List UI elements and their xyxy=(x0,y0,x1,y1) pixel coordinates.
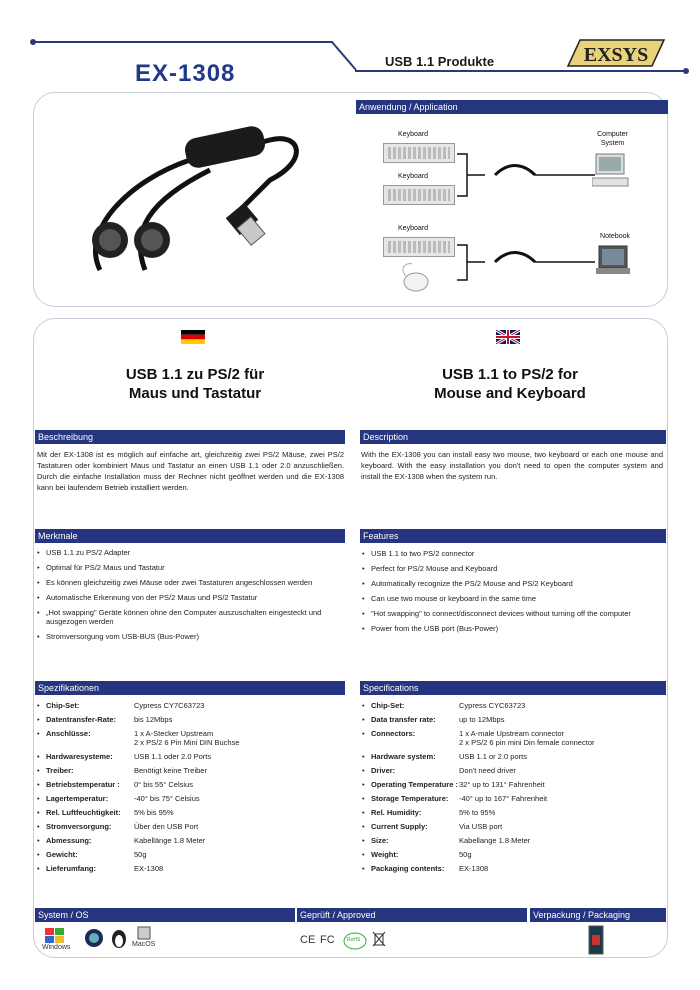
linux-logo-icon xyxy=(110,928,128,948)
list-item: • Perfect for PS/2 Mouse and Keyboard xyxy=(361,564,666,573)
windows-label: Windows xyxy=(42,944,71,951)
spec-row: • Anschlüsse: 1 x A-Stecker Upstream 2 x PS/2 6 Pin Mini DIN Buchse xyxy=(36,729,346,747)
features-heading-en: Features xyxy=(360,529,666,543)
application-heading: Anwendung / Application xyxy=(356,100,668,114)
system-os-heading: System / OS xyxy=(35,908,295,922)
features-list-en xyxy=(361,549,666,639)
ce-mark: CE xyxy=(300,934,316,946)
specs-table-de xyxy=(36,701,346,878)
product-code: EX-1308 xyxy=(135,60,236,87)
description-text-de: Mit der EX-1308 ist es möglich auf einfache art, gleichzeitig zwei PS/2 Mäuse, zwei PS/2 Tastaturen oder kombiniert Maus und Tastatur an einen USB 1.1 oder 2.0 anzuschließen. Durch die einfache Installation muss der Rechner nicht geöffnet werden und die EX-1308 kann bei laufendem Betrieb installiert werden. xyxy=(37,450,344,492)
diagram-label-keyboard-1: Keyboard xyxy=(398,131,428,138)
spec-row: • Datentransfer-Rate: bis 12Mbps xyxy=(36,715,346,724)
packaging-image xyxy=(588,925,604,955)
diagram-label-computer: Computer System xyxy=(597,131,628,147)
header-line-dot-right xyxy=(683,68,689,74)
spec-row: • Chip-Set: Cypress CY7C63723 xyxy=(36,701,346,710)
spec-row: • Stromversorgung: Über den USB Port xyxy=(36,822,346,831)
exsys-logo xyxy=(560,36,670,74)
spec-row: • Lagertemperatur: -40° bis 75° Celsius xyxy=(36,794,346,803)
spec-row: • Treiber: Benötigt keine Treiber xyxy=(36,766,346,775)
diagram-label-keyboard-2: Keyboard xyxy=(398,173,428,180)
specs-heading-de: Spezifikationen xyxy=(35,681,345,695)
keyboard-image-3 xyxy=(383,237,455,257)
spec-row: • Packaging contents: EX-1308 xyxy=(361,864,666,873)
spec-row: • Betriebstemperatur : 0° bis 55° Celsius xyxy=(36,780,346,789)
specs-table-en xyxy=(361,701,666,878)
list-item: • USB 1.1 zu PS/2 Adapter xyxy=(36,548,346,557)
windows-logo-icon xyxy=(45,928,65,944)
list-item: • Stromversorgung vom USB-BUS (Bus-Power) xyxy=(36,632,346,641)
uk-flag-icon xyxy=(496,330,520,344)
list-item: • USB 1.1 to two PS/2 connector xyxy=(361,549,666,558)
list-item: • Optimal für PS/2 Maus und Tastatur xyxy=(36,563,346,572)
features-list-de xyxy=(36,548,346,647)
description-heading-en: Description xyxy=(360,430,666,444)
vista-logo-icon xyxy=(84,928,104,948)
spec-row: • Hardware system: USB 1.1 or 2.0 ports xyxy=(361,752,666,761)
specs-heading-en: Specifications xyxy=(360,681,666,695)
spec-row: • Data transfer rate: up to 12Mbps xyxy=(361,715,666,724)
german-flag-icon xyxy=(181,330,205,344)
approved-heading: Geprüft / Approved xyxy=(297,908,527,922)
logo-text: EXSYS xyxy=(583,44,649,66)
description-text-en: With the EX-1308 you can install easy two mouse, two keyboard or each one mouse and keyboard. With the easy installation you don't need to open the computer system and install the EX-1308 when the system run. xyxy=(361,450,663,481)
spec-row: • Current Supply: Via USB port xyxy=(361,822,666,831)
keyboard-image-1 xyxy=(383,143,455,163)
fcc-mark: FC xyxy=(320,934,335,946)
product-category: USB 1.1 Produkte xyxy=(385,54,495,69)
spec-row: • Gewicht: 50g xyxy=(36,850,346,859)
list-item: • Es können gleichzeitig zwei Mäuse oder zwei Tastaturen angeschlossen werden xyxy=(36,578,346,587)
spec-row: • Storage Temperature: -40° up to 167° Fahrenheit xyxy=(361,794,666,803)
spec-row: • Operating Temperature : 32° up to 131° Fahrenheit xyxy=(361,780,666,789)
list-item: • Automatische Erkennung von der PS/2 Maus und PS/2 Tastatur xyxy=(36,593,346,602)
diagram-label-notebook: Notebook xyxy=(600,233,630,240)
rohs-label: RoHS xyxy=(347,937,361,943)
list-item: • Automatically recognize the PS/2 Mouse and PS/2 Keyboard xyxy=(361,579,666,588)
keyboard-image-2 xyxy=(383,185,455,205)
spec-row: • Lieferumfang: EX-1308 xyxy=(36,864,346,873)
list-item: • Can use two mouse or keyboard in the same time xyxy=(361,594,666,603)
spec-row: • Weight: 50g xyxy=(361,850,666,859)
connection-lines xyxy=(455,140,615,285)
spec-row: • Chip-Set: Cypress CYC63723 xyxy=(361,701,666,710)
mouse-image xyxy=(398,262,434,298)
notebook-image xyxy=(596,244,632,278)
header-line-left xyxy=(33,41,333,43)
list-item: • „Hot swapping" Geräte können ohne den Computer auszuschalten eingesteckt und ausgezogen werden xyxy=(36,608,346,626)
macos-label: MacOS xyxy=(132,941,156,948)
list-item: • Power from the USB port (Bus-Power) xyxy=(361,624,666,633)
adapter-cable-image xyxy=(70,120,330,280)
spec-row: • Hardwaresysteme: USB 1.1 oder 2.0 Ports xyxy=(36,752,346,761)
spec-row: • Driver: Don't need driver xyxy=(361,766,666,775)
spec-row: • Abmessung: Kabellänge 1.8 Meter xyxy=(36,836,346,845)
title-english: USB 1.1 to PS/2 for Mouse and Keyboard xyxy=(434,366,586,402)
list-item: • "Hot swapping" to connect/disconnect devices without turning off the computer xyxy=(361,609,666,618)
packaging-heading: Verpackung / Packaging xyxy=(530,908,666,922)
header-line-slant xyxy=(330,40,360,72)
spec-row: • Rel. Luftfeuchtigkeit: 5% bis 95% xyxy=(36,808,346,817)
mac-logo-icon xyxy=(137,926,151,940)
description-heading-de: Beschreibung xyxy=(35,430,345,444)
computer-image xyxy=(592,152,632,190)
diagram-label-keyboard-3: Keyboard xyxy=(398,225,428,232)
title-german: USB 1.1 zu PS/2 für Maus und Tastatur xyxy=(125,366,265,402)
spec-row: • Size: Kabellange 1.8 Meter xyxy=(361,836,666,845)
weee-icon xyxy=(372,930,386,948)
spec-row: • Rel. Humidity: 5% to 95% xyxy=(361,808,666,817)
spec-row: • Connectors: 1 x A-male Upstream connector 2 x PS/2 6 pin mini Din female connector xyxy=(361,729,666,747)
features-heading-de: Merkmale xyxy=(35,529,345,543)
